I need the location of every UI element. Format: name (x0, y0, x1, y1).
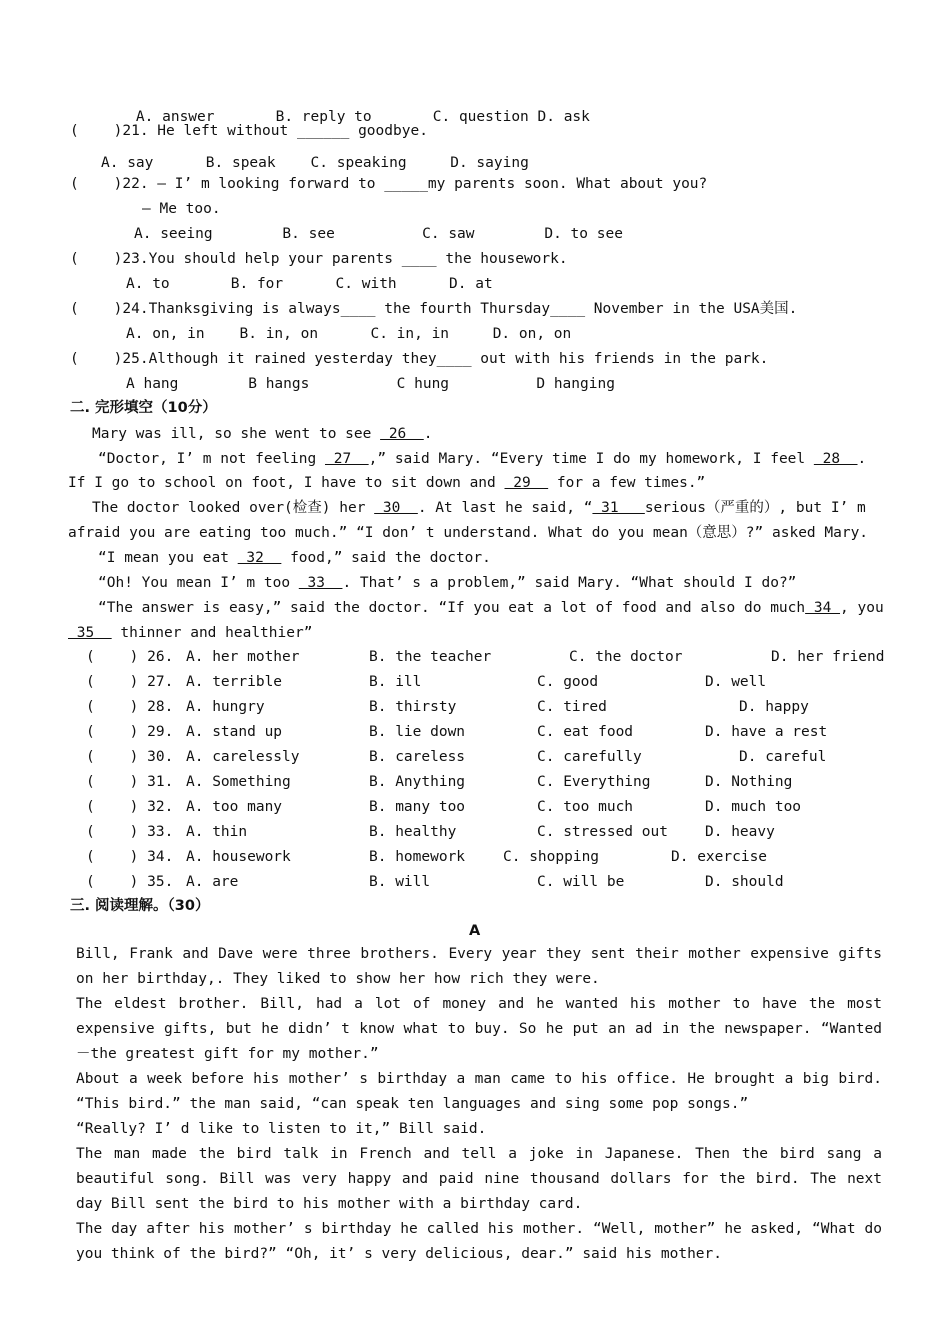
question-23: ( )23.You should help your parents ____ the housework. (70, 251, 568, 267)
q22-options: A. seeing B. see C. saw D. to see (134, 226, 623, 242)
reading-paragraph: The man made the bird talk in French and tell a joke in Japanese. Then the bird sang a beautiful song. Bill was very happy and paid nine thousand dollars for the bird. The next day Bill sent the bird to his mother with a birthday card. (76, 1146, 882, 1212)
q21-options: A. say B. speak C. speaking D. saying (101, 155, 529, 171)
table-row: ( ) 29. (86, 724, 174, 740)
question-22: ( )22. — I’ m looking forward to _____my parents soon. What about you? (70, 176, 708, 192)
table-row: ( ) 31. (86, 774, 174, 790)
reading-paragraph: About a week before his mother’ s birthday a man came to his office. He brought a big bird. “This bird.” the man said, “can speak ten languages and sing some pop songs.” (76, 1071, 882, 1112)
reading-paragraph: The eldest brother. Bill, had a lot of money and he wanted his mother to have the most expensive gifts, but he didn’ t know what to buy. So he put an ad in the newspaper. “Wanted－the greatest gift for my mother.” (76, 996, 882, 1062)
table-row: ( ) 28. (86, 699, 174, 715)
cloze-line: “Oh! You mean I’ m too 33 . That’ s a problem,” said Mary. “What should I do?” (98, 575, 797, 591)
reading-paragraph: The day after his mother’ s birthday he called his mother. “Well, mother” he asked, “What do you think of the bird?” “Oh, it’ s very delicious, dear.” said his mother. (76, 1221, 882, 1262)
passage-letter: A (469, 923, 481, 939)
q24-options: A. on, in B. in, on C. in, in D. on, on (126, 326, 572, 342)
section-2-heading: 二. 完形填空（10分） (70, 400, 217, 416)
cloze-line: “The answer is easy,” said the doctor. “If you eat a lot of food and also do much 34 , you (98, 600, 884, 616)
question-21: ( )21. He left without ______ goodbye. (70, 123, 428, 139)
cloze-line: 35 thinner and healthier” (68, 625, 313, 641)
table-row: ( ) 35. (86, 874, 174, 890)
table-row: ( ) 27. (86, 674, 174, 690)
q25-options: A hang B hangs C hung D hanging (126, 376, 615, 392)
cloze-line: Mary was ill, so she went to see 26 . (92, 426, 433, 442)
exam-page: A. answer B. reply to C. question D. ask ( )21. He left without ______ goodbye. A. say B. speak C. speaking D. saying ( )22. — I’ m looking forward to _____my parents soon. What about you? — Me too. A. seeing B. see C. saw D. to see ( )23.You should help your parents ____ the housework. A. to B. for C. with D. at ( )24.Thanksgiving is always____ the fourth Thursday____ November in the USA美国. A. on, in B. in, on C. in, in D. on, on ( )25.Although it rained yesterday they____ out with his friends in the park. A hang B hangs C hung D hanging 二. 完形填空（10分） Mary was ill, so she went to see 26 . “Doctor, I’ m not feeling 27 ,” said Mary. “Every time I do my homework, I feel 28 . If I go to school on foot, I have to sit down and 29 for a few times.” The doctor looked over(检查) her 30 . At last he said, “ 31 serious（严重的）, but I’ m afraid you are eating too much.” “I don’ t understand. What do you mean（意思）?” asked Mary. “I mean you eat 32 food,” said the doctor. “Oh! You mean I’ m too 33 . That’ s a problem,” said Mary. “What should I do?” “The answer is easy,” said the doctor. “If you eat a lot of food and also do much 34 , you 35 thinner and healthier” ( ) 26. A. her mother B. the teacher C. the doctor D. her friend ( ) 27. A. terrible B. ill C. good D. well ( ) 28. A. hungry B. thirsty C. tired D. happy ( ) 29. A. stand up B. lie down C. eat food D. have a rest ( ) 30. A. carelessly B. careless C. carefully D. careful ( ) 31. A. Something B. Anything C. Everything D. Nothing ( ) 32. A. too many B. many too C. too much D. much too ( ) 33. A. thin B. healthy C. stressed out D. heavy ( ) 34. A. housework B. homework C. shopping D. exercise ( ) 35. A. are B. will C. will be D. should 三. 阅读理解。（30） A Bill, Frank and Dave were three brothers. Every year they sent their mother expensive gifts on her birthday,. They liked to show her how rich they were. The eldest brother. Bill, had a lot of money and he wanted his mother to have the most expensive gifts, but he didn’ t know what to buy. So he put an ad in the newspaper. “Wanted－the greatest gift for my mother.” About a week before his mother’ s birthday a man came to his office. He brought a big bird. “This bird.” the man said, “can speak ten languages and sing some pop songs.” “Really? I’ d like to listen to it,” Bill said. The man made the bird talk in French and tell a joke in Japanese. Then the bird sang a beautiful song. Bill was very happy and paid nine thousand dollars for the bird. The next day Bill sent the bird to his mother with a birthday card. The day after his mother’ s birthday he called his mother. “Well, mother” he asked, “What do you think of the bird?” “Oh, it’ s very delicious, dear.” said his mother. (0, 0, 950, 1344)
question-25: ( )25.Although it rained yesterday they____ out with his friends in the park. (70, 351, 769, 367)
table-row: ( ) 30. (86, 749, 174, 765)
reading-paragraph: “Really? I’ d like to listen to it,” Bill said. (76, 1121, 487, 1137)
table-row: ( ) 34. (86, 849, 174, 865)
table-row: ( ) 32. (86, 799, 174, 815)
q20-options: A. answer B. reply to C. question D. ask (135, 109, 590, 125)
q22-reply: — Me too. (142, 201, 221, 217)
table-row: ( ) 26. (86, 649, 174, 665)
reading-paragraph: Bill, Frank and Dave were three brothers. Every year they sent their mother expensive gifts on her birthday,. They liked to show her how rich they were. (76, 946, 882, 987)
question-24: ( )24.Thanksgiving is always____ the fourth Thursday____ November in the USA美国. (70, 301, 798, 317)
cloze-line: “Doctor, I’ m not feeling 27 ,” said Mary. “Every time I do my homework, I feel 28 . (98, 451, 867, 467)
section-3-heading: 三. 阅读理解。（30） (70, 898, 210, 914)
cloze-line: If I go to school on foot, I have to sit down and 29 for a few times.” (68, 475, 706, 491)
q23-options: A. to B. for C. with D. at (126, 276, 493, 292)
cloze-line: “I mean you eat 32 food,” said the doctor. (98, 550, 491, 566)
cloze-line: afraid you are eating too much.” “I don’ t understand. What do you mean（意思）?” asked Mary. (68, 525, 869, 541)
table-row: ( ) 33. (86, 824, 174, 840)
cloze-line: The doctor looked over(检查) her 30 . At last he said, “ 31 serious（严重的）, but I’ m (92, 500, 866, 516)
